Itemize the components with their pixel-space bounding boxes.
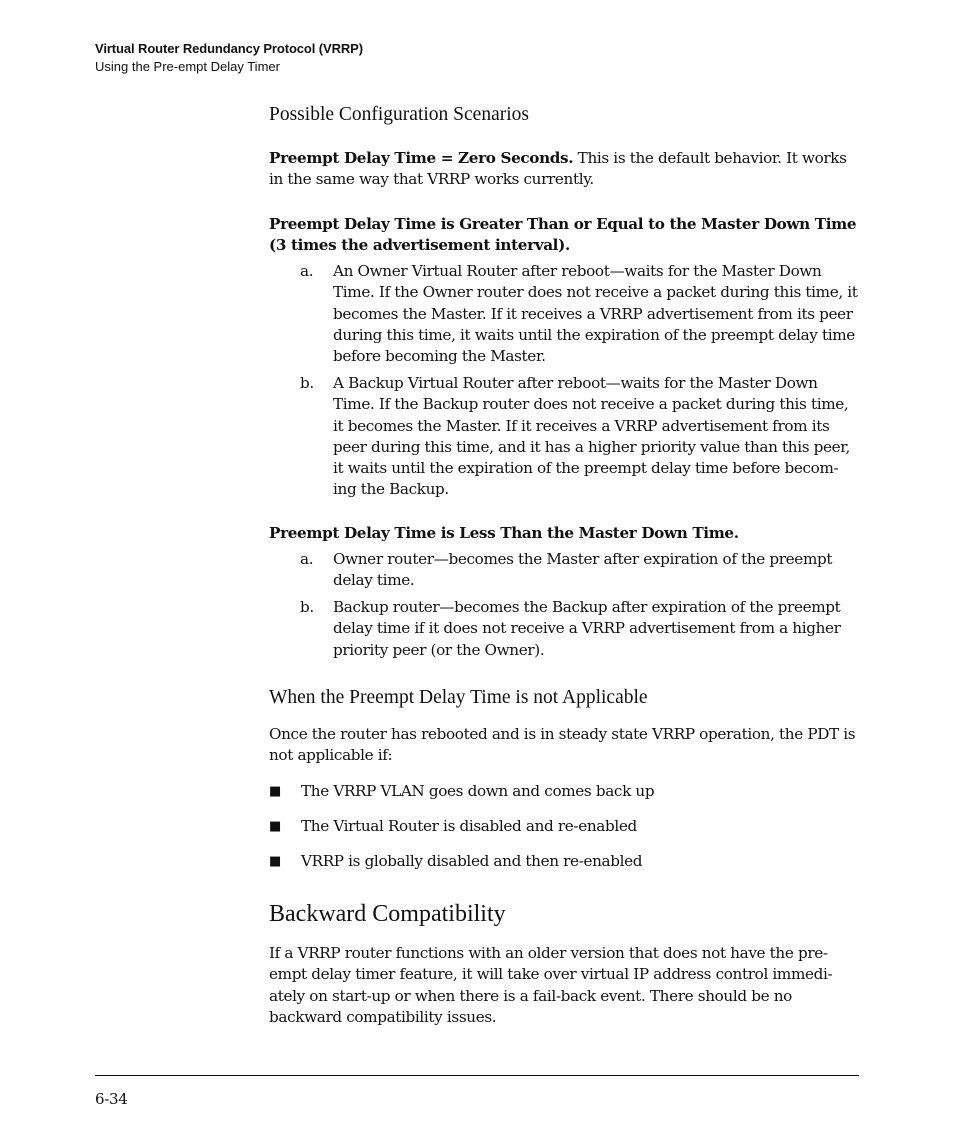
paragraph-zero-seconds xyxy=(269,148,861,191)
section-heading-not-applicable: When the Preempt Delay Time is not Applicable xyxy=(269,687,648,708)
paragraph-intro: Once the router has rebooted and is in steady state VRRP operation, the PDT is not applicable if: xyxy=(269,725,856,765)
bullet-marker: ■ xyxy=(269,854,281,869)
paragraph-text: This is the default behavior. It works in the same way that VRRP works currently. xyxy=(269,149,847,189)
run-in-heading: Preempt Delay Time = Zero Seconds. xyxy=(269,149,574,167)
paragraph-backward-compatibility: If a VRRP router functions with an older version that does not have the pre-empt delay timer feature, it will take over virtual IP address control immedi-ately on start-up or when there is a fail-back event. There should be no backward compatibility issues. xyxy=(269,944,833,1026)
section-heading-scenarios: Possible Configuration Scenarios xyxy=(269,104,529,125)
list-marker: a. xyxy=(300,262,314,280)
running-header-title: Virtual Router Redundancy Protocol (VRRP) xyxy=(95,41,363,56)
list-marker: a. xyxy=(300,550,314,568)
list-marker: b. xyxy=(300,598,314,616)
page-number: 6-34 xyxy=(95,1090,128,1108)
footer-rule xyxy=(95,1075,859,1076)
list-item-text: An Owner Virtual Router after reboot—waits for the Master Down Time. If the Owner router does not receive a packet during this time, it becomes the Master. If it receives a VRRP advertisement from its peer during this time, it waits until the expiration of the preempt delay time before becoming the Master. xyxy=(333,262,858,366)
run-in-heading-less: Preempt Delay Time is Less Than the Master Down Time. xyxy=(269,524,739,542)
bullet-text: The Virtual Router is disabled and re-enabled xyxy=(301,817,637,835)
list-item-text: A Backup Virtual Router after reboot—waits for the Master Down Time. If the Backup router does not receive a packet during this time, it becomes the Master. If it receives a VRRP advertisement from its peer during this time, and it has a higher priority value than this peer, it waits until the expiration of the preempt delay time before becom-ing the Backup. xyxy=(333,374,851,499)
list-item-text: Owner router—becomes the Master after expiration of the preempt delay time. xyxy=(333,550,833,590)
list-marker: b. xyxy=(300,374,314,392)
bullet-marker: ■ xyxy=(269,819,281,834)
bullet-text: The VRRP VLAN goes down and comes back up xyxy=(301,782,655,800)
bullet-marker: ■ xyxy=(269,784,281,799)
running-header-subtitle: Using the Pre-empt Delay Timer xyxy=(95,59,280,74)
list-item-text: Backup router—becomes the Backup after expiration of the preempt delay time if it does not receive a VRRP advertisement from a higher priority peer (or the Owner). xyxy=(333,598,841,659)
run-in-heading-greater: Preempt Delay Time is Greater Than or Equal to the Master Down Time (3 times the advertisement interval). xyxy=(269,215,857,255)
section-heading-backward-compatibility: Backward Compatibility xyxy=(269,901,506,927)
bullet-text: VRRP is globally disabled and then re-enabled xyxy=(301,852,643,870)
